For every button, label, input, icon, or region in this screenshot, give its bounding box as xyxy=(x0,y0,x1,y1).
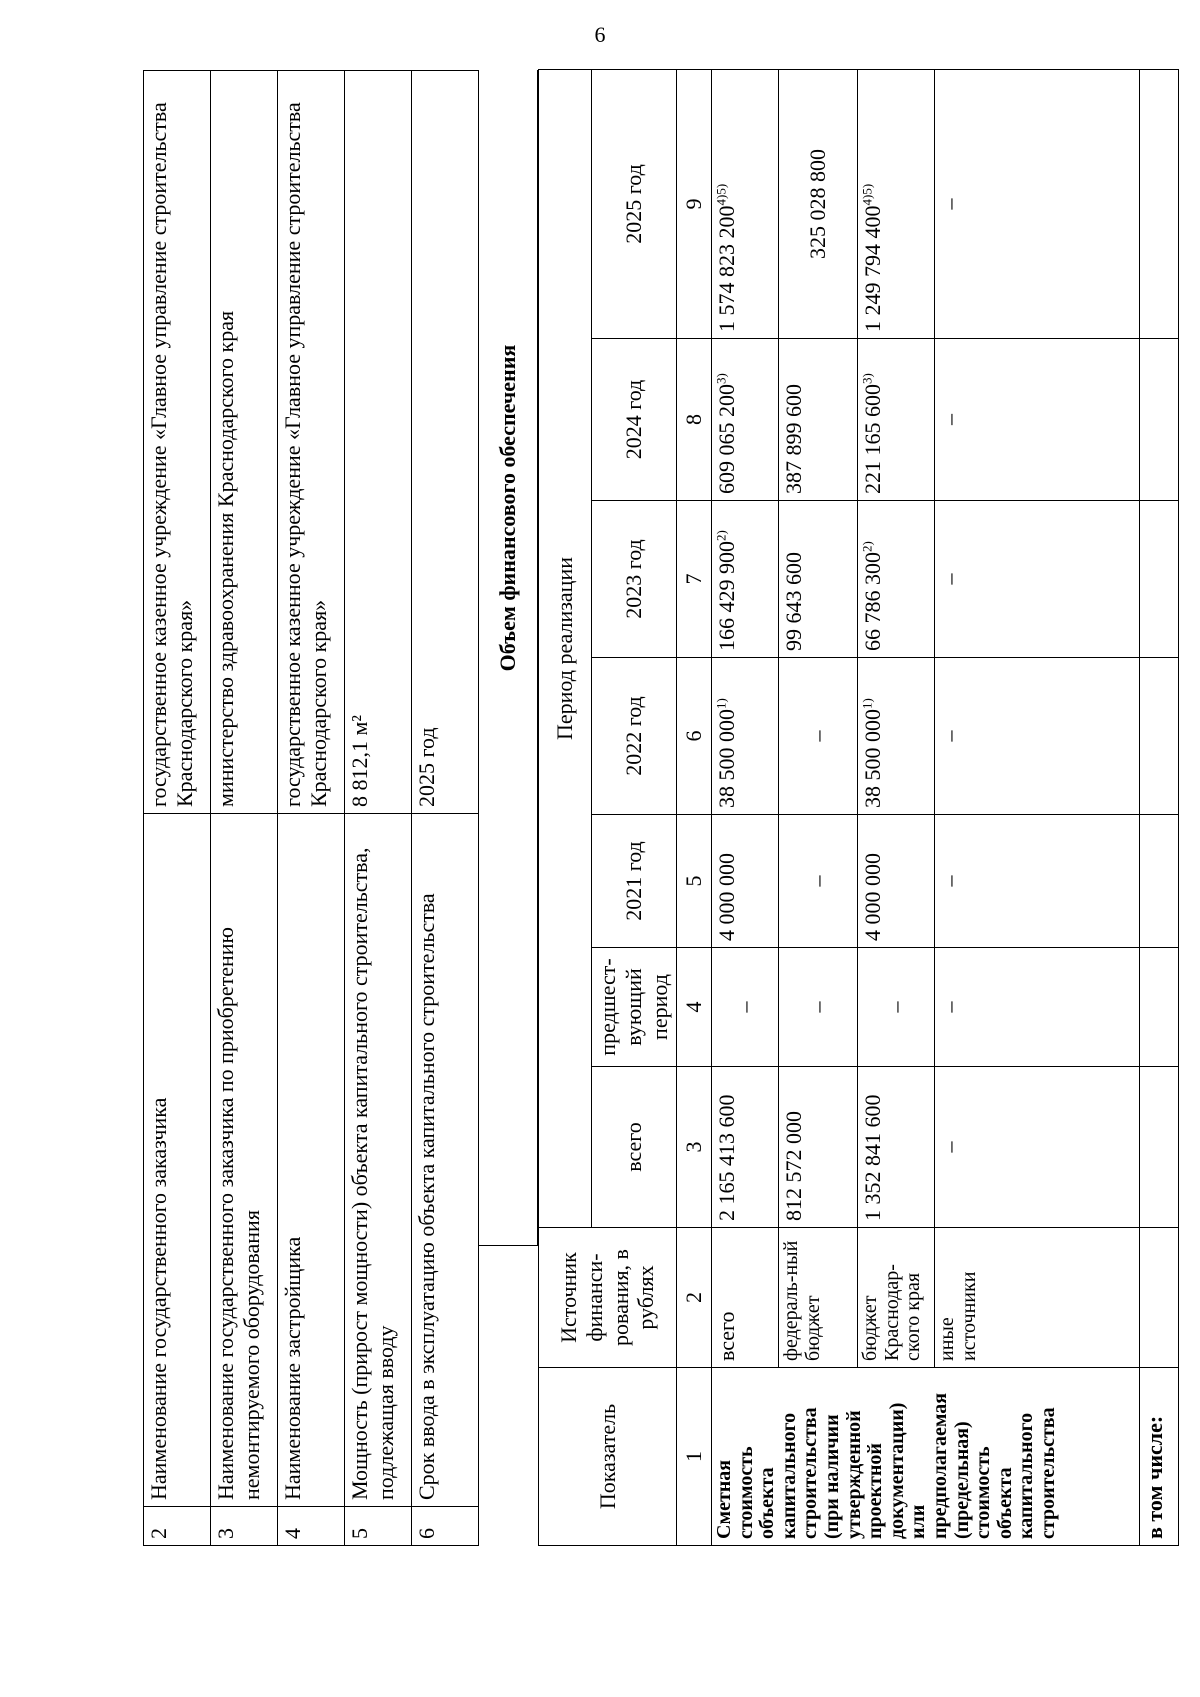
row-number: 2 xyxy=(144,1507,211,1546)
row-label: Наименование государственного заказчика по приобретению немонтируемого оборудования xyxy=(211,814,278,1507)
header-period: Период реализации xyxy=(539,69,592,1227)
footnote-mark: 3) xyxy=(713,373,729,384)
table-row xyxy=(858,69,935,1545)
year-value: 166 429 900 xyxy=(714,541,739,651)
year-cell xyxy=(858,501,935,658)
year-value: 66 786 300 xyxy=(860,552,885,651)
header-row xyxy=(539,69,592,1545)
total-cell: – xyxy=(935,1067,1140,1228)
col-number: 5 xyxy=(677,815,712,948)
year-value: 38 500 000 xyxy=(714,709,739,808)
year-cell xyxy=(935,501,1140,658)
year-cell xyxy=(858,658,935,815)
section-title-wrap xyxy=(479,70,538,1546)
col-number: 1 xyxy=(677,1368,712,1546)
year-value: – xyxy=(937,414,962,425)
indicator-main: Сметная стоимость объекта капитального строительства (при наличии утвержденной проектной документации) или предполагаемая (предельная) стоимость объекта капитального строительства xyxy=(712,1368,1140,1546)
year-cell xyxy=(712,339,779,501)
table-row xyxy=(412,71,479,1546)
header-year: 2023 год xyxy=(592,501,677,658)
header-indicator: Показатель xyxy=(539,1368,677,1546)
year-cell xyxy=(712,69,779,338)
footnote-mark: 3) xyxy=(859,373,875,384)
year-cell: – xyxy=(779,815,858,948)
footnote-mark: 2) xyxy=(713,530,729,541)
year-cell: 4 000 000 xyxy=(858,815,935,948)
source-cell: бюджет Краснодар-ского края xyxy=(858,1228,935,1368)
year-value: 325 028 800 xyxy=(805,149,831,259)
header-total: всего xyxy=(592,1067,677,1228)
total-cell: 812 572 000 xyxy=(779,1067,858,1228)
col-number: 2 xyxy=(677,1228,712,1368)
year-value: – xyxy=(805,730,831,742)
footnote-mark: 4)5) xyxy=(859,183,875,206)
year-cell: 4 000 000 xyxy=(712,815,779,948)
footnote-mark: 1) xyxy=(859,698,875,709)
table-row xyxy=(935,69,1140,1545)
year-cell xyxy=(858,339,935,501)
year-cell: – xyxy=(935,815,1140,948)
year-cell xyxy=(935,339,1140,501)
prev-cell: – xyxy=(858,948,935,1067)
year-cell xyxy=(935,658,1140,815)
header-year: 2022 год xyxy=(592,658,677,815)
col-number: 4 xyxy=(677,948,712,1067)
col-number: 3 xyxy=(677,1067,712,1228)
year-value: – xyxy=(937,198,962,210)
row-label: Наименование государственного заказчика xyxy=(144,814,211,1507)
rotated-page-content xyxy=(143,70,1167,1546)
header-year: 2021 год xyxy=(592,815,677,948)
year-value: 38 500 000 xyxy=(860,709,885,808)
col-number: 7 xyxy=(677,501,712,658)
footnote-mark: 4)5) xyxy=(713,183,729,206)
empty-cell xyxy=(1140,69,1179,338)
year-cell xyxy=(779,658,858,815)
row-label: Срок ввода в эксплуатацию объекта капитального строительства xyxy=(412,814,479,1507)
source-cell: всего xyxy=(712,1228,779,1368)
col-number: 8 xyxy=(677,339,712,501)
header-year: 2024 год xyxy=(592,339,677,501)
year-value: 1 249 794 400 xyxy=(860,205,885,332)
row-number: 6 xyxy=(412,1507,479,1546)
header-source: Источник финанси-рования, в рублях xyxy=(539,1228,677,1368)
source-cell: федераль-ный бюджет xyxy=(779,1228,858,1368)
total-cell: 1 352 841 600 xyxy=(858,1067,935,1228)
row-value: государственное казенное учреждение «Главное управление строительства Краснодарского края» xyxy=(144,71,211,814)
source-cell: иные источники xyxy=(935,1228,1140,1368)
prev-cell: – xyxy=(779,948,858,1067)
row-value: 2025 год xyxy=(412,71,479,814)
row-number: 5 xyxy=(345,1507,412,1546)
section-title: Объем финансового обеспечения xyxy=(479,70,538,1246)
prev-cell: – xyxy=(935,948,1140,1067)
year-value: 1 574 823 200 xyxy=(714,205,739,332)
table-row xyxy=(211,71,278,1546)
year-value: – xyxy=(937,573,962,585)
col-number: 6 xyxy=(677,658,712,815)
object-info-table xyxy=(143,70,479,1546)
column-number-row xyxy=(677,69,712,1545)
table-row xyxy=(144,71,211,1546)
empty-cell xyxy=(1140,339,1179,501)
year-cell xyxy=(712,501,779,658)
year-cell xyxy=(858,69,935,338)
table-row xyxy=(712,69,779,1545)
header-previous: предшест-вующий период xyxy=(592,948,677,1067)
col-number: 9 xyxy=(677,69,712,338)
year-value: 221 165 600 xyxy=(860,384,885,494)
empty-cell xyxy=(1140,1067,1179,1228)
table-row xyxy=(779,69,858,1545)
empty-cell xyxy=(1140,1228,1179,1368)
header-year: 2025 год xyxy=(592,69,677,338)
table-row xyxy=(278,71,345,1546)
including-label: в том числе: xyxy=(1140,1368,1179,1546)
table-row xyxy=(1140,69,1179,1545)
year-value: – xyxy=(937,730,962,742)
total-cell: 2 165 413 600 xyxy=(712,1067,779,1228)
year-cell xyxy=(712,658,779,815)
year-value: 387 899 600 xyxy=(781,384,806,494)
year-cell xyxy=(935,69,1140,338)
table-row xyxy=(345,71,412,1546)
year-cell xyxy=(779,69,858,338)
footnote-mark: 2) xyxy=(859,541,875,552)
row-label: Наименование застройщика xyxy=(278,814,345,1507)
empty-cell xyxy=(1140,948,1179,1067)
year-cell xyxy=(779,339,858,501)
prev-cell: – xyxy=(712,948,779,1067)
empty-cell xyxy=(1140,658,1179,815)
row-number: 4 xyxy=(278,1507,345,1546)
year-cell xyxy=(779,501,858,658)
financing-table xyxy=(538,69,1179,1546)
page-number: 6 xyxy=(594,22,606,47)
row-label: Мощность (прирост мощности) объекта капитального строительства, подлежащая вводу xyxy=(345,814,412,1507)
row-value: государственное казенное учреждение «Главное управление строительства Краснодарского края» xyxy=(278,71,345,814)
year-value: 99 643 600 xyxy=(781,552,806,651)
year-value: 609 065 200 xyxy=(714,384,739,494)
empty-cell xyxy=(1140,815,1179,948)
row-value: 8 812,1 м² xyxy=(345,71,412,814)
empty-cell xyxy=(1140,501,1179,658)
row-value: министерство здравоохранения Краснодарского края xyxy=(211,71,278,814)
row-number: 3 xyxy=(211,1507,278,1546)
footnote-mark: 1) xyxy=(713,698,729,709)
